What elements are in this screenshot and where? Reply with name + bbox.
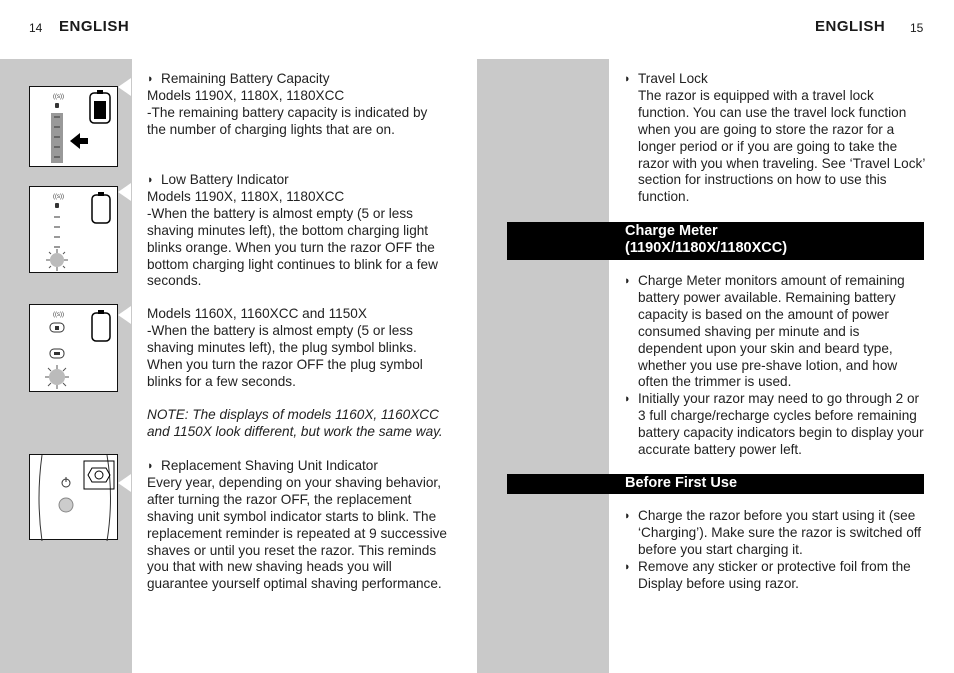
svg-text:((s)): ((s)) xyxy=(53,312,64,318)
charge-meter-heading-line1: Charge Meter xyxy=(625,223,718,239)
battery-level-illustration xyxy=(29,86,118,167)
charge-meter-heading xyxy=(507,222,924,260)
low-battery-title: ◗ Low Battery Indicator xyxy=(147,172,447,189)
charge-meter-section xyxy=(624,273,924,459)
right-page-title: ENGLISH xyxy=(815,18,886,35)
remaining-battery-body: -The remaining battery capacity is indicated by the number of charging lights that are on. xyxy=(147,104,428,137)
right-sidebar xyxy=(477,59,609,673)
travel-lock-section xyxy=(624,71,928,206)
replacement-unit-body: Every year, depending on your shaving behavior, after turning the razor OFF, the replacement shaving unit symbol indicator starts to blink. The replacement reminder is repeated at 9 successive shaves or until you reset the razor. This reminds you that with new shaving heads you will guarantee yourself optimal shaving performance. xyxy=(147,474,447,592)
before-first-use-section xyxy=(624,508,924,593)
low-battery-models: Models 1190X, 1180X, 1180XCC xyxy=(147,188,345,204)
low-battery-body: -When the battery is almost empty (5 or less shaving minutes left), the bottom charging light blinks orange. When you turn the razor OFF the bottom charging light continues to blink for a few seconds. xyxy=(147,205,438,289)
low-battery-illustration xyxy=(29,186,118,273)
thumb-pointer xyxy=(118,78,131,96)
plug-symbol-icon xyxy=(30,305,119,393)
low-battery-other-models-section xyxy=(147,306,447,391)
display-note: NOTE: The displays of models 1160X, 1160XCC and 1150X look different, but work the same way. xyxy=(147,407,443,439)
replacement-unit-section xyxy=(147,458,447,593)
before-first-use-heading xyxy=(507,474,924,494)
left-page-title: ENGLISH xyxy=(59,18,130,35)
travel-lock-body: The razor is equipped with a travel lock function. You can use the travel lock function when you are going to store the razor for a longer period or if you are going to take the razor with you when traveling. See ‘Travel Lock’ section for instructions on how to use this function. xyxy=(638,87,925,205)
svg-text:((s)): ((s)) xyxy=(53,194,64,200)
shaving-unit-illustration xyxy=(29,454,118,540)
before-first-use-bullet-2: ◗ Remove any sticker or protective foil from the Display before using razor. xyxy=(624,559,924,593)
before-first-use-bullet-1: ◗ Charge the razor before you start using it (see ‘Charging’). Make sure the razor is switched off before you start charging it. xyxy=(624,508,924,559)
shaving-unit-icon xyxy=(30,455,119,541)
arrow-left-icon xyxy=(70,133,88,149)
left-page-number: 14 xyxy=(29,21,43,35)
low-battery-other-body: -When the battery is almost empty (5 or less shaving minutes left), the plug symbol blinks. When you turn the razor OFF the plug symbol blinks for a few seconds. xyxy=(147,322,423,389)
thumb-pointer xyxy=(118,306,131,324)
travel-lock-title: ◗ Travel Lock xyxy=(624,71,928,88)
low-battery-blink-icon xyxy=(30,187,119,274)
remaining-battery-section xyxy=(147,71,447,139)
thumb-pointer xyxy=(118,183,131,201)
svg-text:((s)): ((s)) xyxy=(53,94,64,100)
before-first-use-heading-text: Before First Use xyxy=(625,475,738,491)
low-battery-other-models: Models 1160X, 1160XCC and 1150X xyxy=(147,306,367,321)
low-battery-section xyxy=(147,172,447,290)
charge-meter-heading-line2: (1190X/1180X/1180XCC) xyxy=(625,240,788,256)
charge-meter-bullet-2: ◗ Initially your razor may need to go through 2 or 3 full charge/recharge cycles before remaining battery capacity indicators begin to display your accurate battery power left. xyxy=(624,391,924,459)
replacement-unit-title: ◗ Replacement Shaving Unit Indicator xyxy=(147,458,447,475)
right-page-number: 15 xyxy=(910,21,924,35)
battery-level-icon xyxy=(30,87,119,168)
remaining-battery-title: ◗ Remaining Battery Capacity xyxy=(147,71,447,88)
thumb-pointer xyxy=(118,474,131,492)
remaining-battery-models: Models 1190X, 1180X, 1180XCC xyxy=(147,87,345,103)
plug-symbol-illustration xyxy=(29,304,118,392)
charge-meter-bullet-1: ◗ Charge Meter monitors amount of remaining battery power available. Remaining battery capacity is based on the amount of power consumed shaving per minute and is dependent upon your skin and beard type, whether you use pre-shave lotion, and how often the trimmer is used. xyxy=(624,273,924,391)
